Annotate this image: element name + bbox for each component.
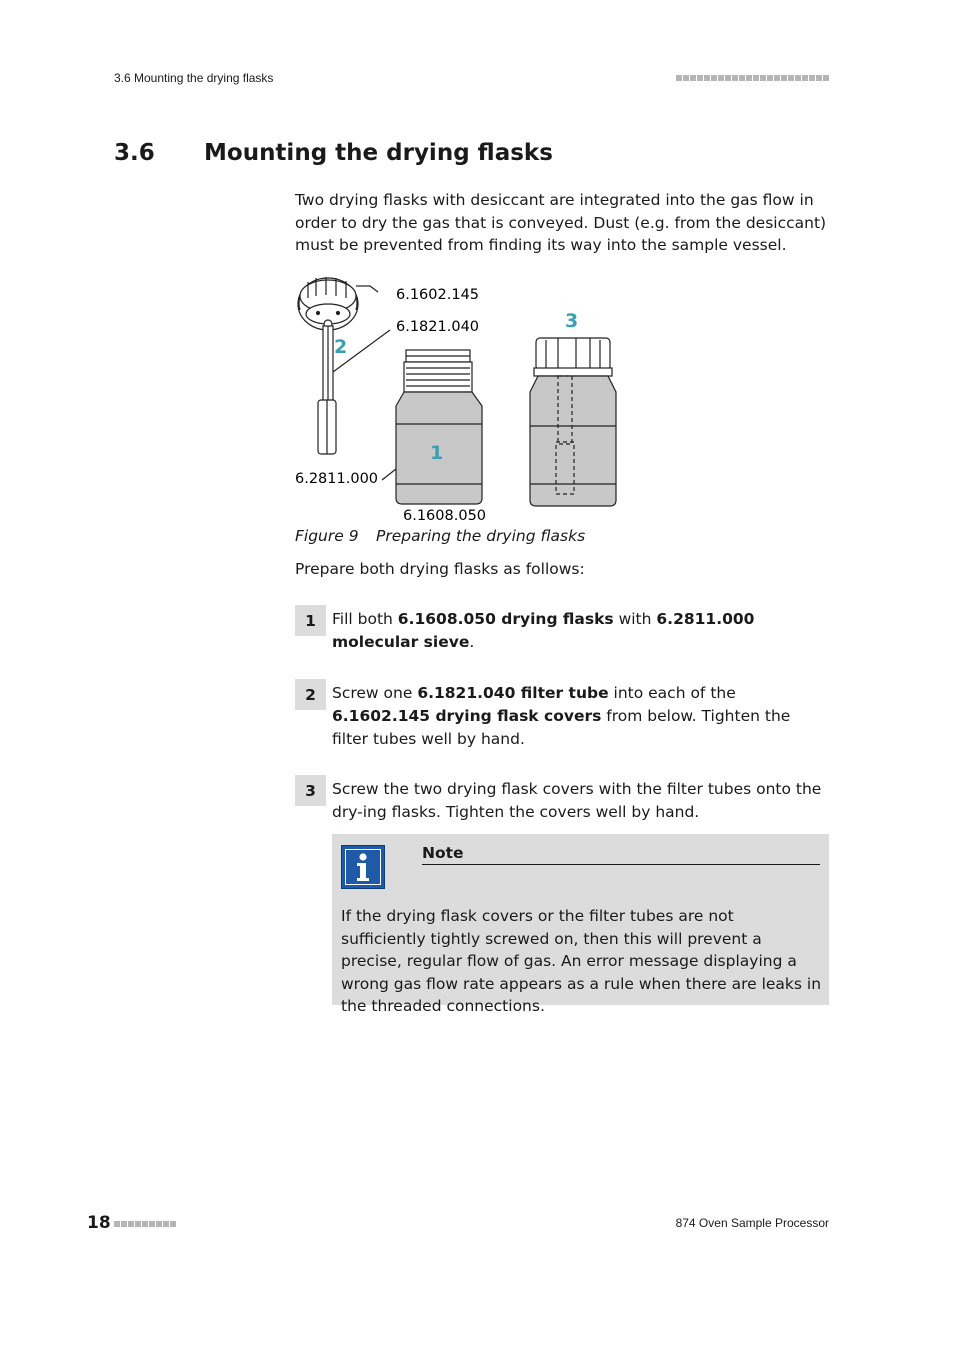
drying-flask-shape	[396, 350, 482, 504]
step-3	[295, 775, 835, 824]
info-icon	[341, 845, 385, 889]
header-decoration	[676, 75, 829, 81]
label-drying-flask: 6.1608.050	[403, 508, 487, 524]
assembled-flask-shape	[530, 338, 616, 506]
figure-caption-text: Preparing the drying flasks	[376, 527, 586, 545]
callout-3: 3	[565, 310, 579, 332]
prepare-paragraph: Prepare both drying flasks as follows:	[295, 560, 585, 578]
step-text: Screw the two drying flask covers with the filter tubes onto the dry-ing flasks. Tighten the covers well by hand.	[332, 780, 822, 821]
step-1	[295, 605, 835, 654]
footer-decoration	[114, 1221, 176, 1227]
section-title	[114, 140, 553, 166]
step-number: 2	[295, 679, 326, 710]
figure-caption	[295, 527, 585, 545]
callout-2: 2	[334, 336, 348, 358]
step-number: 1	[295, 605, 326, 636]
note-body: If the drying flask covers or the filter tubes are not sufficiently tightly screwed on, then this will prevent a precise, regular flow of gas. An error message displaying a wrong gas flow rate appears as a rule when there are leaks in the threaded connections.	[341, 907, 822, 1016]
callout-1: 1	[430, 442, 444, 464]
label-molecular-sieve: 6.2811.000	[295, 471, 379, 487]
section-title-text: Mounting the drying flasks	[204, 140, 553, 166]
note-title: Note	[422, 844, 820, 865]
label-filter-tube: 6.1821.040	[396, 319, 480, 335]
page-number: 18	[87, 1213, 111, 1233]
note-box	[332, 834, 829, 1016]
section-number: 3.6	[114, 140, 155, 166]
step-text: Screw one 6.1821.040 filter tube into each of the 6.1602.145 drying flask covers from below. Tighten the filter tubes well by hand.	[332, 684, 791, 748]
figure-number: Figure 9	[295, 527, 359, 545]
figure-drying-flasks	[290, 268, 630, 530]
flask-illustration	[290, 268, 630, 530]
step-number: 3	[295, 775, 326, 806]
intro-paragraph: Two drying flasks with desiccant are integrated into the gas flow in order to dry the gas that is conveyed. Dust (e.g. from the desiccant) must be prevented from finding its way into the sample vessel.	[295, 191, 827, 255]
product-name: 874 Oven Sample Processor	[675, 1216, 829, 1230]
step-2	[295, 679, 835, 751]
step-text: Fill both 6.1608.050 drying flasks with 6.2811.000 molecular sieve.	[332, 610, 755, 651]
running-header: 3.6 Mounting the drying flasks	[114, 71, 274, 85]
label-cover: 6.1602.145	[396, 287, 480, 303]
